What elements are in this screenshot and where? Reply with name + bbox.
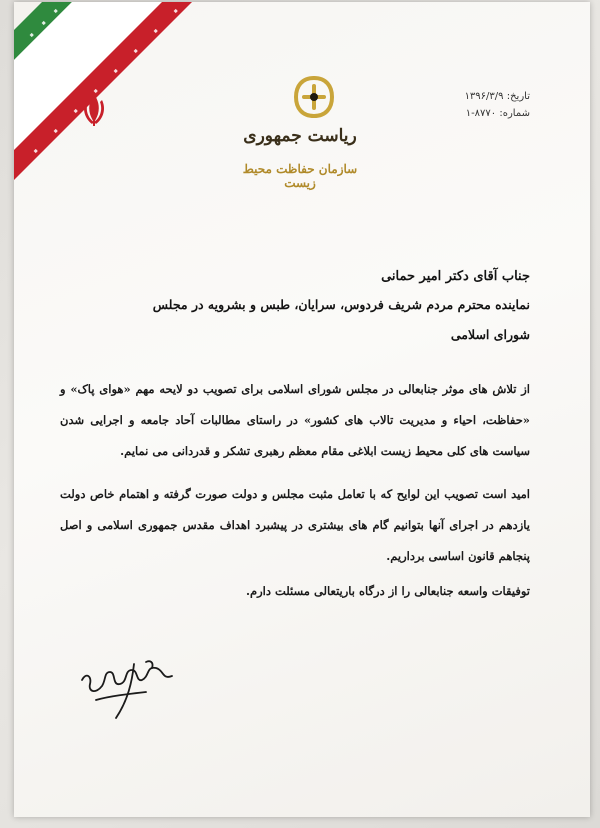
letter-meta — [465, 88, 530, 122]
date-row — [465, 88, 530, 105]
number-value: ۸۷۷۰-۱ — [465, 108, 497, 119]
addressee-block — [150, 264, 530, 350]
org-subtitle: سازمان حفاظت محیط زیست — [242, 162, 358, 190]
body-paragraph-1: از تلاش های موثر جنابعالی در مجلس شورای اسلامی برای تصویب دو لایحه مهم «هوای پاک» و «حفاظت، احیاء و مدیریت تالاب های کشور» در راستای مطالبات آحاد جامعه و اجرایی شدن سیاست های کلی محیط زیست ابلاغی مقام معظم رهبری تشکر و قدردانی می نمایم. — [60, 382, 530, 458]
flag-corner-band — [14, 2, 234, 232]
body-paragraph-2: امید است تصویب این لوایح که با تعامل مثبت مجلس و دولت صورت گرفته و اهتمام خاص دولت یازدهم در اجرای آنها بتوانیم گام های بیشتری در پیشبرد اهداف مقدس جمهوری اسلامی و اصل پنجاهم قانون اساسی برداریم. — [60, 487, 530, 563]
letter-body — [60, 374, 530, 572]
letter-page — [14, 2, 590, 817]
addressee-name: جناب آقای دکتر امیر حمانی — [381, 269, 530, 284]
presidency-logo-icon — [290, 72, 338, 122]
closing-line: توفیقات واسعه جنابعالی را از درگاه باریتعالی مسئلت دارم. — [245, 584, 530, 598]
number-row — [465, 105, 530, 122]
addressee-title: نماینده محترم مردم شریف فردوس، سرایان، طبس و بشرویه در مجلس شورای اسلامی — [152, 297, 530, 342]
org-title: ریاست جمهوری — [243, 126, 357, 146]
date-label: تاریخ: — [506, 91, 530, 102]
signature-mark — [76, 642, 186, 722]
date-value: ۱۳۹۶/۳/۹ — [464, 91, 504, 102]
number-label: شماره: — [499, 108, 530, 119]
